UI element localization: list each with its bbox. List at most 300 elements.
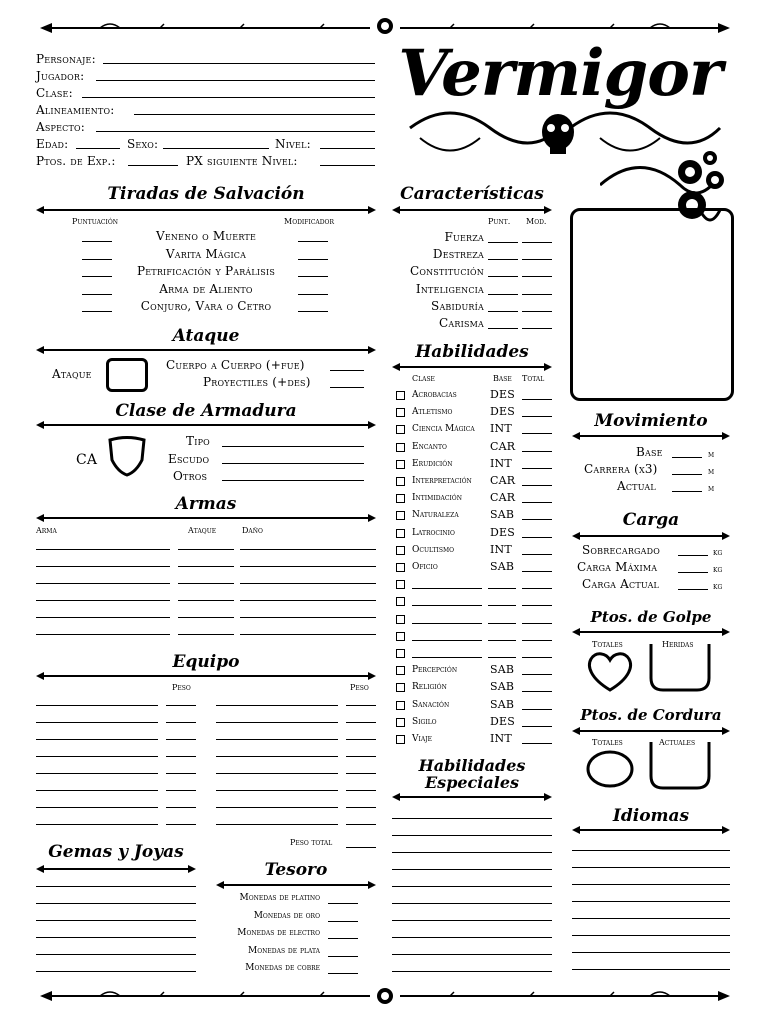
characteristic-mod-field[interactable] — [522, 259, 552, 260]
special-ability-field[interactable] — [392, 920, 552, 921]
saves-col-puntuacion: Puntuación — [72, 217, 119, 226]
characteristic-mod-field[interactable] — [522, 294, 552, 295]
equipment-col-peso-1: Peso — [172, 683, 191, 692]
treasure-label: Monedas de cobre — [245, 963, 320, 973]
weapon-name-field[interactable] — [36, 634, 170, 635]
equipment-peso-total-field[interactable] — [346, 847, 376, 848]
armor-ca-label: CA — [76, 452, 98, 468]
skill-total-field[interactable] — [522, 709, 552, 710]
skill-checkbox[interactable] — [396, 615, 405, 624]
skill-name: Religión — [412, 682, 447, 693]
skill-name: Naturaleza — [412, 510, 459, 521]
skills-col-total: Total — [522, 374, 545, 383]
skill-name: Percepción — [412, 665, 458, 676]
equipment-col-peso-2: Peso — [350, 683, 369, 692]
skill-name: Acrobacias — [412, 390, 457, 400]
save-name: Varita Mágica — [165, 246, 247, 261]
label-aspecto: Aspecto: — [36, 120, 86, 134]
skill-checkbox[interactable] — [396, 580, 405, 589]
weapons-divider — [36, 513, 376, 523]
skill-name: Sanación — [412, 699, 450, 710]
hp-heridas-label: Heridas — [662, 640, 694, 649]
languages-title: Idiomas — [612, 806, 690, 826]
save-modifier-field[interactable] — [298, 294, 328, 295]
skill-total-field[interactable] — [522, 433, 552, 434]
skill-checkbox[interactable] — [396, 529, 405, 538]
label-edad: Edad: — [36, 137, 69, 151]
load-sobrecargado-label: Sobrecargado — [582, 543, 660, 557]
skill-checkbox[interactable] — [396, 460, 405, 469]
skill-name: Ocultismo — [412, 544, 455, 555]
equipment-weight-field[interactable] — [166, 722, 196, 723]
treasure-label: Monedas de plata — [248, 945, 320, 956]
treasure-title: Tesoro — [264, 860, 328, 880]
skill-checkbox[interactable] — [396, 546, 405, 555]
skill-checkbox[interactable] — [396, 477, 405, 486]
special-divider — [392, 792, 552, 802]
sanity-actuales-box-icon[interactable] — [645, 736, 715, 792]
weapon-name-field[interactable] — [36, 583, 170, 584]
attack-box[interactable] — [106, 358, 148, 392]
characteristic-name: Fuerza — [444, 230, 484, 244]
ptos-exp-field[interactable] — [128, 165, 178, 166]
armor-escudo-label: Escudo — [168, 452, 210, 466]
skill-total-field[interactable] — [522, 537, 552, 538]
equipment-item-field[interactable] — [36, 756, 158, 757]
weapons-col-dano: Daño — [242, 526, 263, 535]
equipment-item-field[interactable] — [216, 756, 338, 757]
nivel-field[interactable] — [320, 148, 375, 149]
gem-field[interactable] — [36, 920, 196, 921]
load-maxima-unit: kg — [713, 565, 723, 574]
load-actual-field[interactable] — [678, 589, 708, 590]
weapon-attack-field[interactable] — [178, 634, 234, 635]
skill-checkbox[interactable] — [396, 632, 405, 641]
skill-base: INT — [490, 542, 512, 556]
equipment-item-field[interactable] — [216, 824, 338, 825]
skill-total-field[interactable] — [522, 416, 552, 417]
language-field[interactable] — [572, 867, 730, 868]
skill-name: Erudición — [412, 458, 453, 469]
skill-checkbox[interactable] — [396, 666, 405, 675]
skills-title: Habilidades — [415, 342, 529, 362]
skill-total-field[interactable] — [522, 554, 552, 555]
skill-checkbox[interactable] — [396, 408, 405, 417]
weapon-attack-field[interactable] — [178, 583, 234, 584]
hp-heridas-box-icon[interactable] — [645, 638, 715, 694]
language-field[interactable] — [572, 918, 730, 919]
skill-base: INT — [490, 456, 512, 470]
language-field[interactable] — [572, 952, 730, 953]
skill-base: DES — [490, 525, 515, 539]
load-actual-label: Carga Actual — [582, 577, 660, 591]
skills-col-base: Base — [493, 374, 512, 383]
skill-name: Encanto — [412, 441, 447, 452]
weapon-attack-field[interactable] — [178, 617, 234, 618]
px-siguiente-field[interactable] — [320, 165, 375, 166]
skill-checkbox[interactable] — [396, 391, 405, 400]
load-sobrecargado-field[interactable] — [678, 555, 708, 556]
save-score-field[interactable] — [82, 276, 112, 277]
gem-field[interactable] — [36, 886, 196, 887]
skill-checkbox[interactable] — [396, 443, 405, 452]
skill-custom-name-field[interactable] — [412, 623, 482, 624]
skill-base: CAR — [490, 474, 516, 487]
special-ability-field[interactable] — [392, 852, 552, 853]
characteristic-mod-field[interactable] — [522, 242, 552, 243]
special-ability-field[interactable] — [392, 971, 552, 972]
label-nivel: Nivel: — [275, 137, 311, 151]
weapon-name-field[interactable] — [36, 600, 170, 601]
characteristics-col-punt: Punt. — [488, 217, 511, 226]
equipment-peso-total-label: Peso total — [290, 838, 333, 847]
save-score-field[interactable] — [82, 294, 112, 295]
equipment-item-field[interactable] — [216, 790, 338, 791]
sanity-divider — [572, 726, 730, 736]
saves-col-modificador: Modificador — [284, 217, 334, 226]
special-ability-field[interactable] — [392, 937, 552, 938]
saves-title: Tiradas de Salvación — [107, 184, 305, 204]
save-score-field[interactable] — [82, 259, 112, 260]
skill-base: DES — [490, 714, 515, 728]
gem-field[interactable] — [36, 954, 196, 955]
special-title-1: Habilidades — [418, 756, 526, 775]
skill-checkbox[interactable] — [396, 597, 405, 606]
equipment-weight-field[interactable] — [166, 790, 196, 791]
equipment-item-field[interactable] — [36, 807, 158, 808]
clase-field[interactable] — [82, 97, 375, 98]
load-actual-unit: kg — [713, 582, 723, 591]
label-px-siguiente: PX siguiente Nivel: — [186, 154, 298, 168]
treasure-label: Monedas de electro — [237, 928, 320, 938]
treasure-field[interactable] — [328, 903, 358, 904]
equipment-item-field[interactable] — [216, 773, 338, 774]
top-border-ornament — [40, 14, 730, 38]
sanity-totales-ring-icon[interactable] — [585, 748, 635, 790]
language-field[interactable] — [572, 969, 730, 970]
skill-base: CAR — [490, 491, 516, 505]
equipment-weight-field[interactable] — [166, 824, 196, 825]
languages-divider — [572, 825, 730, 835]
attack-divider — [36, 345, 376, 355]
weapon-attack-field[interactable] — [178, 566, 234, 567]
gem-field[interactable] — [36, 903, 196, 904]
weapon-name-field[interactable] — [36, 617, 170, 618]
hp-totales-label: Totales — [592, 640, 623, 649]
movement-actual-field[interactable] — [672, 491, 702, 492]
armor-shield-icon[interactable] — [106, 436, 148, 478]
characteristic-name: Carisma — [439, 316, 484, 330]
movement-carrera-label: Carrera (x3) — [584, 462, 658, 476]
hp-totales-heart-icon[interactable] — [585, 650, 635, 692]
save-modifier-field[interactable] — [298, 259, 328, 260]
skill-total-field[interactable] — [522, 451, 552, 452]
sanity-totales-label: Totales — [592, 738, 623, 747]
save-score-field[interactable] — [82, 241, 112, 242]
attack-melee-label: Cuerpo a Cuerpo (+fue) — [166, 358, 305, 372]
gem-field[interactable] — [36, 937, 196, 938]
edad-field[interactable] — [76, 148, 120, 149]
skill-total-field[interactable] — [522, 605, 552, 606]
characteristics-title: Características — [400, 184, 544, 204]
movement-actual-unit: m — [708, 484, 715, 493]
equipment-title: Equipo — [172, 652, 240, 672]
equipment-item-field[interactable] — [36, 705, 158, 706]
label-ptos-exp: Ptos. de Exp.: — [36, 154, 116, 168]
equipment-weight-field[interactable] — [166, 739, 196, 740]
attack-ranged-label: Proyectiles (+des) — [203, 375, 311, 389]
skill-custom-name-field[interactable] — [412, 605, 482, 606]
save-name: Conjuro, Vara o Cetro — [140, 299, 272, 313]
attack-melee-field[interactable] — [330, 370, 364, 371]
skill-custom-base-field[interactable] — [488, 605, 516, 606]
weapon-damage-field[interactable] — [240, 549, 376, 550]
characteristic-score-field[interactable] — [488, 276, 518, 277]
weapon-damage-field[interactable] — [240, 634, 376, 635]
skill-custom-name-field[interactable] — [412, 657, 482, 658]
characteristics-divider — [392, 205, 552, 215]
skill-checkbox[interactable] — [396, 701, 405, 710]
save-name: Veneno o Muerte — [155, 229, 257, 243]
special-ability-field[interactable] — [392, 903, 552, 904]
skill-name: Intimidación — [412, 493, 462, 504]
skill-base: CAR — [490, 439, 516, 453]
skill-custom-base-field[interactable] — [488, 588, 516, 589]
skill-total-field[interactable] — [522, 519, 552, 520]
equipment-item-field[interactable] — [216, 705, 338, 706]
sexo-field[interactable] — [163, 148, 269, 149]
save-modifier-field[interactable] — [298, 311, 328, 312]
skill-name: Ciencia Mágica — [412, 424, 475, 435]
special-ability-field[interactable] — [392, 886, 552, 887]
movement-carrera-unit: m — [708, 467, 715, 476]
personaje-field[interactable] — [103, 63, 375, 64]
skill-base: INT — [490, 732, 512, 745]
skill-name: Interpretación — [412, 476, 472, 486]
movement-base-label: Base — [636, 445, 663, 459]
skill-checkbox[interactable] — [396, 494, 405, 503]
load-divider — [572, 531, 730, 541]
skill-total-field[interactable] — [522, 743, 552, 744]
sanity-title: Ptos. de Cordura — [580, 706, 722, 724]
load-maxima-label: Carga Máxima — [577, 560, 658, 574]
special-title-2: Especiales — [424, 773, 520, 792]
weapon-damage-field[interactable] — [240, 617, 376, 618]
armor-title: Clase de Armadura — [115, 401, 297, 421]
equipment-weight-field[interactable] — [346, 773, 376, 774]
skill-custom-name-field[interactable] — [412, 640, 482, 641]
label-sexo: Sexo: — [127, 137, 159, 151]
skill-total-field[interactable] — [522, 588, 552, 589]
weapon-attack-field[interactable] — [178, 600, 234, 601]
game-title: Vermigor — [398, 36, 722, 111]
equipment-weight-field[interactable] — [346, 756, 376, 757]
skill-base: SAB — [490, 697, 515, 711]
special-ability-field[interactable] — [392, 818, 552, 819]
equipment-item-field[interactable] — [36, 824, 158, 825]
save-score-field[interactable] — [82, 311, 112, 312]
armor-divider — [36, 420, 376, 430]
skill-checkbox[interactable] — [396, 511, 405, 520]
characteristic-mod-field[interactable] — [522, 311, 552, 312]
equipment-weight-field[interactable] — [346, 739, 376, 740]
movement-title: Movimiento — [594, 411, 708, 431]
skills-divider — [392, 362, 552, 372]
skill-total-field[interactable] — [522, 726, 552, 727]
skill-custom-name-field[interactable] — [412, 588, 482, 589]
treasure-field[interactable] — [328, 921, 358, 922]
label-alineamiento: Alineamiento: — [36, 103, 115, 117]
skill-base: SAB — [490, 508, 515, 522]
armor-tipo-field[interactable] — [222, 446, 364, 447]
equipment-weight-field[interactable] — [166, 705, 196, 706]
skill-base: DES — [490, 405, 515, 419]
weapon-damage-field[interactable] — [240, 583, 376, 584]
save-modifier-field[interactable] — [298, 276, 328, 277]
special-ability-field[interactable] — [392, 869, 552, 870]
skills-col-clase: Clase — [412, 374, 435, 383]
equipment-weight-field[interactable] — [166, 773, 196, 774]
characteristic-mod-field[interactable] — [522, 328, 552, 329]
skill-checkbox[interactable] — [396, 649, 405, 658]
skill-total-field[interactable] — [522, 571, 552, 572]
weapon-name-field[interactable] — [36, 549, 170, 550]
gem-field[interactable] — [36, 971, 196, 972]
skill-total-field[interactable] — [522, 691, 552, 692]
characteristic-name: Sabiduría — [431, 298, 484, 313]
skill-total-field[interactable] — [522, 468, 552, 469]
label-clase: Clase: — [36, 86, 73, 100]
special-ability-field[interactable] — [392, 835, 552, 836]
equipment-divider — [36, 671, 376, 681]
weapon-damage-field[interactable] — [240, 566, 376, 567]
language-field[interactable] — [572, 935, 730, 936]
aspecto-field[interactable] — [96, 131, 375, 132]
movement-divider — [572, 431, 730, 441]
skill-base: INT — [490, 422, 512, 436]
skill-checkbox[interactable] — [396, 718, 405, 727]
weapons-col-arma: Arma — [36, 526, 57, 535]
equipment-item-field[interactable] — [216, 739, 338, 740]
label-personaje: Personaje: — [36, 52, 96, 66]
skill-custom-base-field[interactable] — [488, 640, 516, 641]
skill-total-field[interactable] — [522, 485, 552, 486]
load-maxima-field[interactable] — [678, 572, 708, 573]
skill-total-field[interactable] — [522, 623, 552, 624]
weapons-col-ataque: Ataque — [188, 526, 217, 535]
treasure-label: Monedas de oro — [253, 910, 320, 921]
skill-checkbox[interactable] — [396, 683, 405, 692]
skill-total-field[interactable] — [522, 657, 552, 658]
equipment-weight-field[interactable] — [346, 705, 376, 706]
movement-actual-label: Actual — [617, 479, 656, 493]
skill-custom-base-field[interactable] — [488, 657, 516, 658]
equipment-weight-field[interactable] — [166, 807, 196, 808]
language-field[interactable] — [572, 901, 730, 902]
equipment-weight-field[interactable] — [346, 807, 376, 808]
weapon-damage-field[interactable] — [240, 600, 376, 601]
characteristic-name: Inteligencia — [415, 281, 484, 296]
sanity-actuales-label: Actuales — [659, 738, 696, 747]
characteristic-score-field[interactable] — [488, 328, 518, 329]
movement-base-unit: m — [708, 450, 715, 459]
equipment-weight-field[interactable] — [346, 824, 376, 825]
characteristic-mod-field[interactable] — [522, 276, 552, 277]
characteristic-score-field[interactable] — [488, 242, 518, 243]
skill-name: Latrocinio — [412, 527, 455, 538]
save-name: Petrificación y Parálisis — [136, 264, 276, 278]
skill-custom-base-field[interactable] — [488, 623, 516, 624]
equipment-weight-field[interactable] — [166, 756, 196, 757]
equipment-weight-field[interactable] — [346, 722, 376, 723]
portrait-frame[interactable] — [570, 208, 734, 401]
skill-base: SAB — [490, 680, 515, 694]
equipment-weight-field[interactable] — [346, 790, 376, 791]
characteristic-score-field[interactable] — [488, 311, 518, 312]
equipment-item-field[interactable] — [36, 790, 158, 791]
movement-carrera-field[interactable] — [672, 474, 702, 475]
characteristics-col-mod: Mod. — [526, 217, 547, 226]
gems-title: Gemas y Joyas — [48, 842, 184, 862]
skill-name: Sigilo — [412, 716, 437, 727]
save-name: Arma de Aliento — [159, 281, 253, 296]
load-sobrecargado-unit: kg — [713, 548, 723, 557]
language-field[interactable] — [572, 884, 730, 885]
attack-label: Ataque — [52, 367, 92, 381]
treasure-field[interactable] — [328, 938, 358, 939]
language-field[interactable] — [572, 850, 730, 851]
armor-escudo-field[interactable] — [222, 463, 364, 464]
hp-divider — [572, 627, 730, 637]
skill-checkbox[interactable] — [396, 735, 405, 744]
skill-total-field[interactable] — [522, 674, 552, 675]
hp-title: Ptos. de Golpe — [590, 608, 712, 626]
weapon-attack-field[interactable] — [178, 549, 234, 550]
treasure-field[interactable] — [328, 973, 358, 974]
armor-otros-field[interactable] — [222, 480, 364, 481]
weapons-title: Armas — [175, 494, 237, 514]
characteristic-score-field[interactable] — [488, 259, 518, 260]
characteristic-name: Destreza — [432, 247, 484, 262]
weapon-name-field[interactable] — [36, 566, 170, 567]
characteristic-score-field[interactable] — [488, 294, 518, 295]
skill-total-field[interactable] — [522, 502, 552, 503]
treasure-field[interactable] — [328, 956, 358, 957]
save-modifier-field[interactable] — [298, 241, 328, 242]
alineamiento-field[interactable] — [134, 114, 375, 115]
special-ability-field[interactable] — [392, 954, 552, 955]
skill-base: SAB — [490, 663, 515, 677]
equipment-item-field[interactable] — [216, 807, 338, 808]
equipment-item-field[interactable] — [36, 722, 158, 723]
equipment-item-field[interactable] — [36, 773, 158, 774]
equipment-item-field[interactable] — [216, 722, 338, 723]
skill-base: DES — [490, 388, 515, 401]
bottom-border-ornament — [40, 986, 730, 1010]
skill-name: Oficio — [412, 562, 438, 572]
treasure-label: Monedas de platino — [239, 893, 320, 903]
jugador-field[interactable] — [96, 80, 375, 81]
characteristic-name: Constitución — [409, 264, 484, 279]
skill-total-field[interactable] — [522, 640, 552, 641]
skill-name: Viaje — [412, 734, 432, 744]
equipment-item-field[interactable] — [36, 739, 158, 740]
skill-total-field[interactable] — [522, 399, 552, 400]
attack-ranged-field[interactable] — [330, 387, 364, 388]
movement-base-field[interactable] — [672, 457, 702, 458]
skill-checkbox[interactable] — [396, 425, 405, 434]
skill-checkbox[interactable] — [396, 563, 405, 572]
